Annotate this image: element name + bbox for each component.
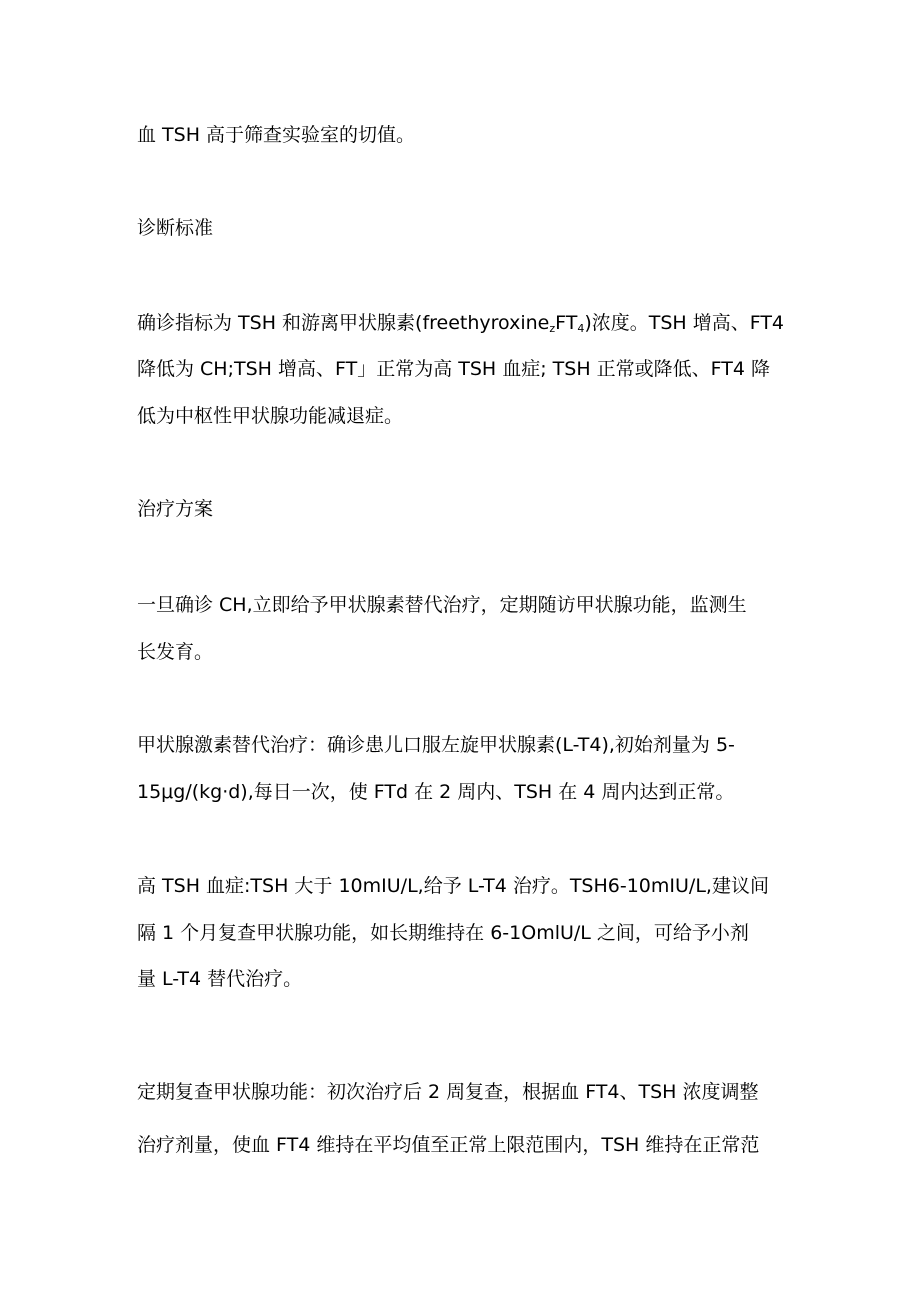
section-heading-diagnosis: 诊断标准 [137, 217, 214, 239]
paragraph-line: 长发育。 [137, 641, 214, 663]
paragraph-line: 治疗剂量，使血 FT4 维持在平均值至正常上限范围内，TSH 维持在正常范 [137, 1134, 760, 1156]
paragraph-line: 甲状腺激素替代治疗：确诊患儿口服左旋甲状腺素(L-T4),初始剂量为 5- [137, 734, 735, 756]
paragraph-line [137, 311, 784, 335]
paragraph-line: 血 TSH 高于筛查实验室的切值。 [137, 124, 416, 146]
paragraph-line: 低为中枢性甲状腺功能减退症。 [137, 405, 404, 427]
paragraph-line: 降低为 CH;TSH 增高、FT」正常为高 TSH 血症; TSH 正常或降低、FT4 降 [137, 358, 770, 380]
section-heading-treatment: 治疗方案 [137, 498, 214, 520]
paragraph-line: 隔 1 个月复查甲状腺功能，如长期维持在 6-1OmlU/L 之间，可给予小剂 [137, 922, 749, 944]
paragraph-line: 15μg∕(kg·d),每日一次，使 FTd 在 2 周内、TSH 在 4 周内达到正常。 [137, 781, 735, 803]
paragraph-line: 高 TSH 血症:TSH 大于 10mIU/L,给予 L-T4 治疗。TSH6-10mIU/L,建议间 [137, 875, 769, 897]
text-run: 确诊指标为 TSH 和游离甲状腺素(freethyroxine [137, 312, 550, 334]
paragraph-line: 量 L-T4 替代治疗。 [137, 968, 303, 990]
paragraph-line: 一旦确诊 CH,立即给予甲状腺素替代治疗，定期随访甲状腺功能，监测生 [137, 594, 747, 616]
subscript: 4 [577, 322, 585, 335]
subscript: z [549, 322, 556, 335]
paragraph-line: 定期复查甲状腺功能：初次治疗后 2 周复查，根据血 FT4、TSH 浓度调整 [137, 1081, 759, 1103]
text-run: )浓度。TSH 增高、FT4 [584, 312, 785, 334]
text-run: FT [555, 312, 578, 334]
